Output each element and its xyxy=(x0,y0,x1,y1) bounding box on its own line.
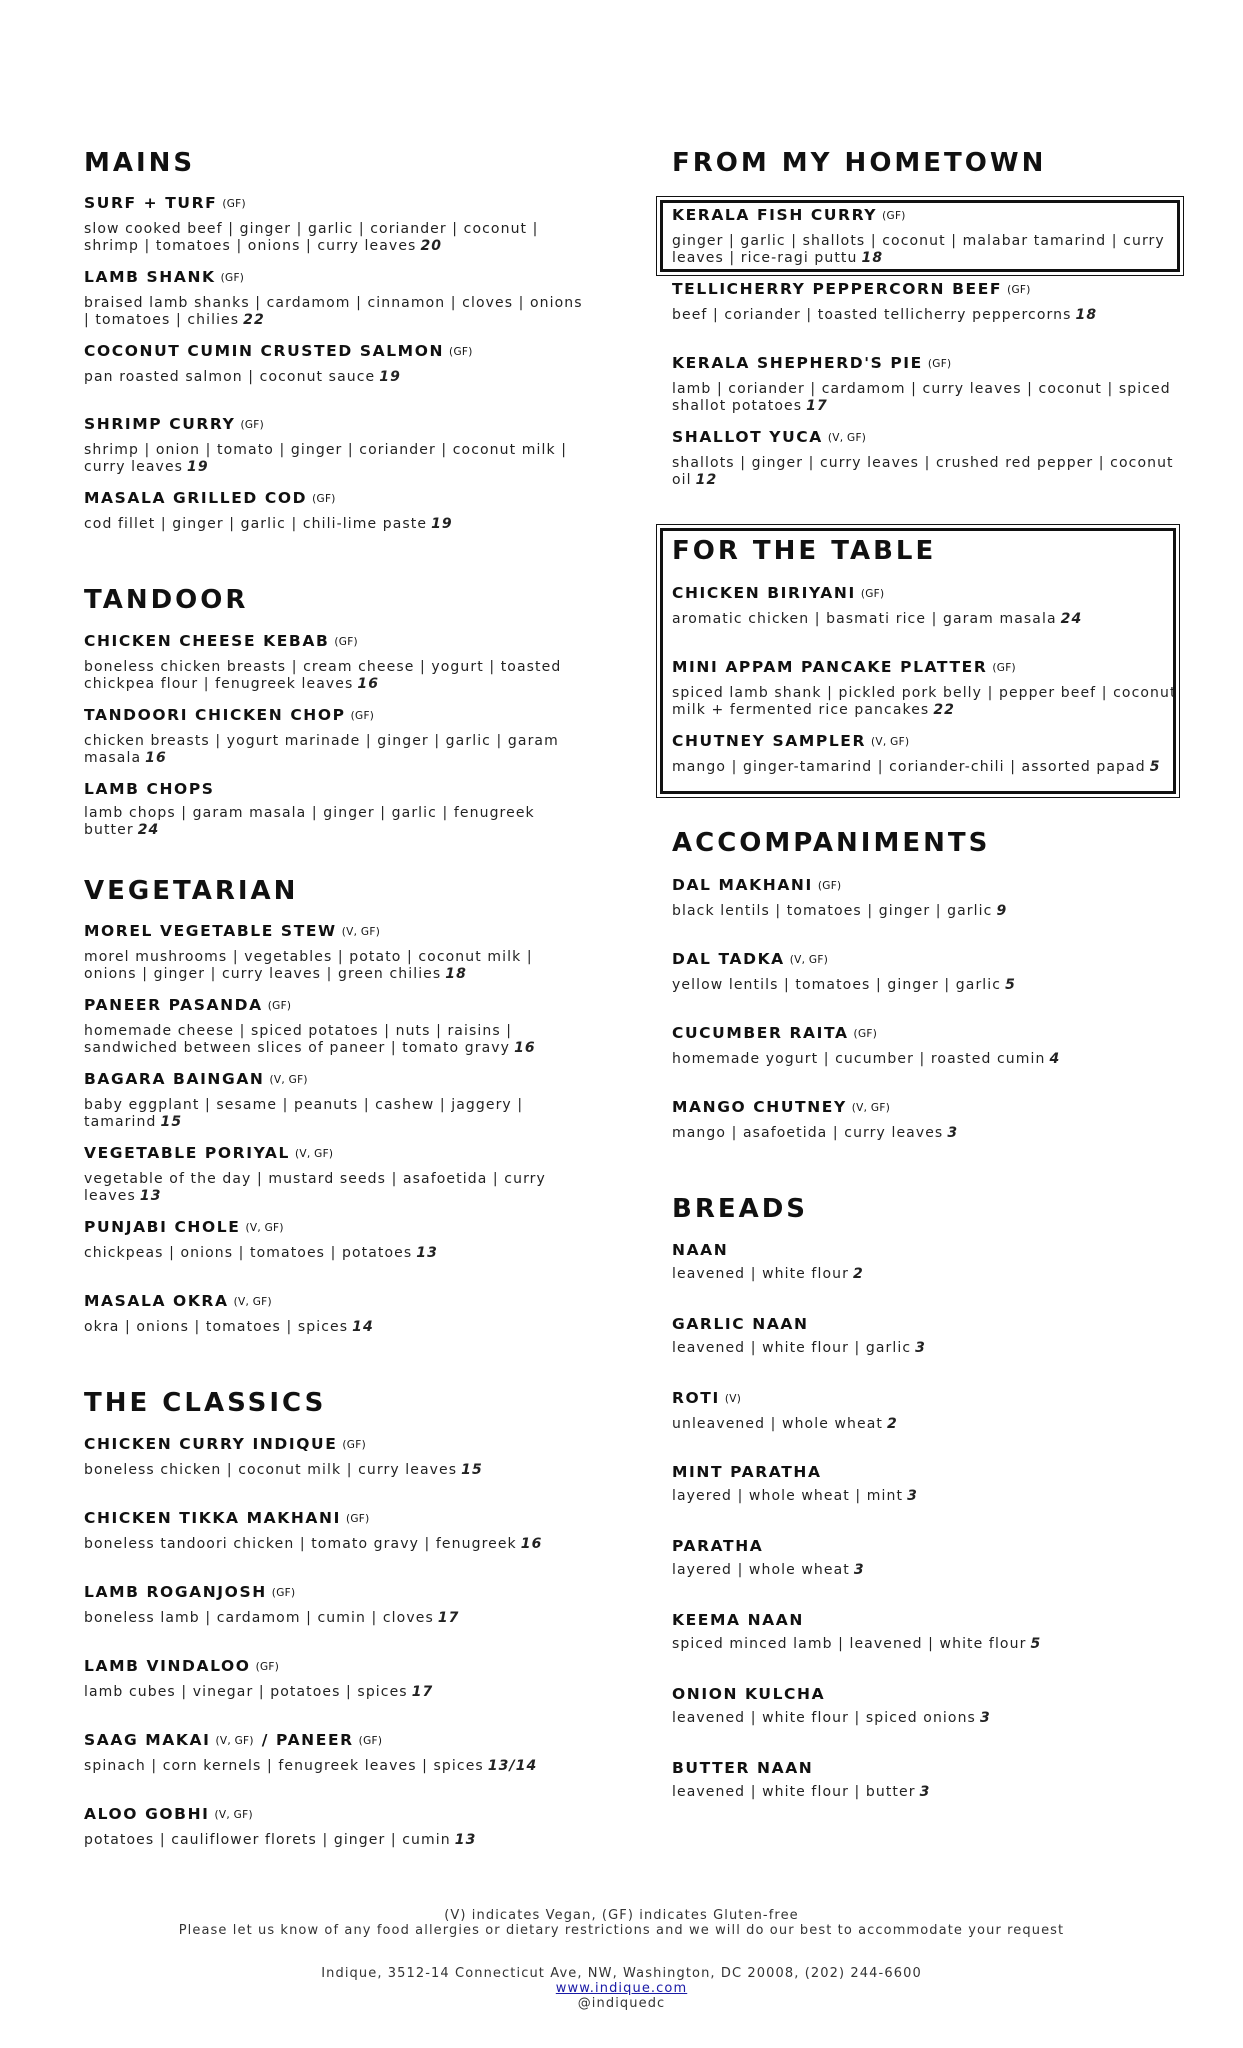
menu-item-description xyxy=(84,1536,584,1553)
menu-item-name xyxy=(672,1611,1177,1630)
dish-name: VEGETABLE PORIYAL xyxy=(84,1144,290,1162)
menu-item-description xyxy=(672,1125,1177,1142)
ingredients-text: chickpeas | onions | tomatoes | potatoes xyxy=(84,1245,413,1261)
menu-item-description xyxy=(672,1710,1177,1727)
menu-item-name xyxy=(84,996,584,1017)
price: 12 xyxy=(695,472,718,488)
menu-item-shrimp-curry xyxy=(84,415,584,476)
dietary-tag: (GF) xyxy=(240,419,265,431)
dish-name: MINT PARATHA xyxy=(672,1463,822,1481)
dietary-tag: (GF) xyxy=(992,662,1016,674)
menu-item-tellicherry-peppercorn-beef xyxy=(672,280,1177,324)
ingredients-text: chicken breasts | yogurt marinade | ginger | garlic | garam masala xyxy=(84,733,559,766)
price: 9 xyxy=(996,903,1008,919)
dish-name-alt: / PANEER xyxy=(261,1731,354,1749)
menu-item-name xyxy=(672,428,1177,449)
menu-item-name xyxy=(84,415,584,436)
dietary-tag: (V, GF) xyxy=(269,1074,308,1086)
dish-name: LAMB VINDALOO xyxy=(84,1657,251,1675)
menu-item-description xyxy=(84,659,584,693)
dish-name: BAGARA BAINGAN xyxy=(84,1070,265,1088)
dish-name: SHALLOT YUCA xyxy=(672,428,823,446)
dish-name: MINI APPAM PANCAKE PLATTER xyxy=(672,658,988,676)
section-tandoor-title: TANDOOR xyxy=(84,585,249,615)
ingredients-text: pan roasted salmon | coconut sauce xyxy=(84,369,376,385)
dietary-tag: (GF) xyxy=(220,272,245,284)
menu-item-description xyxy=(84,516,584,533)
price: 15 xyxy=(160,1114,183,1130)
ingredients-text: leavened | white flour xyxy=(672,1266,849,1282)
menu-item-name xyxy=(672,1537,1177,1556)
ingredients-text: potatoes | cauliflower florets | ginger | cumin xyxy=(84,1832,451,1848)
section-accompaniments-title: ACCOMPANIMENTS xyxy=(672,828,991,858)
menu-item-description xyxy=(84,1684,584,1701)
dietary-tag: (GF) xyxy=(1007,284,1031,296)
price: 19 xyxy=(379,369,401,385)
menu-item-name xyxy=(672,280,1177,301)
menu-item-name xyxy=(84,1657,584,1678)
menu-item-description xyxy=(672,1340,1177,1357)
dietary-tag: (GF) xyxy=(358,1735,383,1747)
dish-name: CHICKEN TIKKA MAKHANI xyxy=(84,1509,341,1527)
dietary-tag: (V, GF) xyxy=(214,1809,253,1821)
price: 3 xyxy=(915,1340,927,1356)
menu-item-description xyxy=(84,1832,584,1849)
menu-item-name xyxy=(672,1024,1177,1045)
ingredients-text: layered | whole wheat | mint xyxy=(672,1488,904,1504)
dish-name: NAAN xyxy=(672,1241,729,1259)
menu-item-description xyxy=(84,733,584,767)
dietary-tag: (V, GF) xyxy=(341,926,381,938)
dish-name: PUNJABI CHOLE xyxy=(84,1218,241,1236)
ingredients-text: slow cooked beef | ginger | garlic | coriander | coconut | shrimp | tomatoes | onions | curry leaves xyxy=(84,221,539,254)
ingredients-text: morel mushrooms | vegetables | potato | coconut milk | onions | ginger | curry leaves | green chilies xyxy=(84,949,533,982)
price: 19 xyxy=(187,459,209,475)
price: 16 xyxy=(514,1040,536,1056)
menu-item-description xyxy=(672,1416,1177,1433)
ingredients-text: beef | coriander | toasted tellicherry peppercorns xyxy=(672,307,1072,323)
menu-item-morel-vegetable-stew xyxy=(84,922,584,983)
section-vegetarian-title: VEGETARIAN xyxy=(84,876,299,906)
ingredients-text: boneless lamb | cardamom | cumin | cloves xyxy=(84,1610,434,1626)
hometown-highlight-box xyxy=(660,200,1180,272)
dietary-tag: (GF) xyxy=(312,493,336,505)
ingredients-text: okra | onions | tomatoes | spices xyxy=(84,1319,349,1335)
menu-item-name xyxy=(672,1098,1177,1119)
dish-name: LAMB CHOPS xyxy=(84,780,215,798)
price: 14 xyxy=(352,1319,374,1335)
ingredients-text: boneless chicken breasts | cream cheese | yogurt | toasted chickpea flour | fenugreek leaves xyxy=(84,659,562,692)
menu-item-paneer-pasanda xyxy=(84,996,584,1057)
menu-item-coconut-cumin-crusted-salmon xyxy=(84,342,584,386)
price: 20 xyxy=(420,238,443,254)
price: 17 xyxy=(411,1684,434,1700)
ingredients-text: mango | ginger-tamarind | coriander-chili | assorted papad xyxy=(672,759,1146,775)
ingredients-text: baby eggplant | sesame | peanuts | cashew | jaggery | tamarind xyxy=(84,1097,524,1130)
menu-item-description xyxy=(672,1784,1177,1801)
price: 2 xyxy=(886,1416,898,1432)
price: 5 xyxy=(1030,1636,1042,1652)
dish-name: LAMB SHANK xyxy=(84,268,216,286)
price: 15 xyxy=(461,1462,483,1478)
menu-item-description xyxy=(84,295,584,329)
dish-name: KERALA FISH CURRY xyxy=(672,206,878,224)
ingredients-text: vegetable of the day | mustard seeds | asafoetida | curry leaves xyxy=(84,1171,546,1204)
dietary-tag: (V, GF) xyxy=(789,954,829,966)
menu-item-name xyxy=(84,1731,584,1752)
menu-item-description xyxy=(84,949,584,983)
menu-item-name xyxy=(84,489,584,510)
footer-allergy-note: Please let us know of any food allergies or dietary restrictions and we will do our best to accommodate your request xyxy=(178,1923,1065,1938)
menu-item-name xyxy=(672,1685,1177,1704)
menu-item-name xyxy=(84,194,584,215)
dish-name: CHICKEN BIRIYANI xyxy=(672,584,856,602)
menu-item-bagara-baingan xyxy=(84,1070,584,1131)
menu-item-naan xyxy=(672,1241,1177,1283)
dish-name: CUCUMBER RAITA xyxy=(672,1024,849,1042)
price: 5 xyxy=(1005,977,1016,993)
menu-item-vegetable-poriyal xyxy=(84,1144,584,1205)
dish-name: LAMB ROGANJOSH xyxy=(84,1583,267,1601)
dish-name: SHRIMP CURRY xyxy=(84,415,236,433)
dish-name: PARATHA xyxy=(672,1537,764,1555)
price: 3 xyxy=(907,1488,918,1504)
dietary-tag: (V, GF) xyxy=(233,1296,272,1308)
dish-name: MASALA OKRA xyxy=(84,1292,229,1310)
ingredients-text: shrimp | onion | tomato | ginger | coriander | coconut milk | curry leaves xyxy=(84,442,568,475)
price: 13 xyxy=(139,1188,162,1204)
menu-item-description xyxy=(84,1023,584,1057)
dish-name: MOREL VEGETABLE STEW xyxy=(84,922,337,940)
dish-name: BUTTER NAAN xyxy=(672,1759,814,1777)
ingredients-text: spiced lamb shank | pickled pork belly | pepper beef | coconut milk + fermented rice pancakes xyxy=(672,685,1177,718)
dietary-tag: (GF) xyxy=(345,1513,370,1525)
dish-name: ALOO GOBHI xyxy=(84,1805,210,1823)
menu-item-description xyxy=(84,1097,584,1131)
ingredients-text: mango | asafoetida | curry leaves xyxy=(672,1125,944,1141)
ingredients-text: black lentils | tomatoes | ginger | garlic xyxy=(672,903,993,919)
menu-item-description xyxy=(84,369,584,386)
price: 5 xyxy=(1149,759,1161,775)
dish-name: PANEER PASANDA xyxy=(84,996,263,1014)
price: 13 xyxy=(416,1245,438,1261)
menu-item-mint-paratha xyxy=(672,1463,1177,1505)
dietary-tag: (GF) xyxy=(449,346,473,358)
section-breads-title: BREADS xyxy=(672,1194,809,1224)
price: 18 xyxy=(1075,307,1098,323)
menu-item-chicken-cheese-kebab xyxy=(84,632,584,693)
price: 17 xyxy=(806,398,828,414)
menu-item-keema-naan xyxy=(672,1611,1177,1653)
ingredients-text: ginger | garlic | shallots | coconut | malabar tamarind | curry leaves | rice-ragi puttu xyxy=(672,233,1165,266)
dietary-tag: (GF) xyxy=(271,1587,296,1599)
menu-item-name xyxy=(84,706,584,727)
dish-name: GARLIC NAAN xyxy=(672,1315,809,1333)
menu-item-description xyxy=(672,1488,1177,1505)
price: 3 xyxy=(979,1710,991,1726)
menu-item-chicken-tikka-makhani xyxy=(84,1509,584,1553)
menu-item-description xyxy=(672,903,1177,920)
menu-item-description xyxy=(84,1319,584,1336)
ingredients-text: lamb cubes | vinegar | potatoes | spices xyxy=(84,1684,408,1700)
dish-name: SURF + TURF xyxy=(84,194,218,212)
price: 2 xyxy=(852,1266,864,1282)
menu-item-description xyxy=(84,1462,584,1479)
dish-name: ROTI xyxy=(672,1389,720,1407)
menu-item-description xyxy=(84,805,584,839)
dietary-tag: (GF) xyxy=(860,588,885,600)
section-the-classics-title: THE CLASSICS xyxy=(84,1388,327,1418)
menu-item-description xyxy=(672,1636,1177,1653)
menu-item-kerala-shepherd-s-pie xyxy=(672,354,1177,415)
price: 17 xyxy=(437,1610,460,1626)
dietary-tag: (V, GF) xyxy=(295,1148,334,1160)
dish-name: CHUTNEY SAMPLER xyxy=(672,732,867,750)
dietary-tag: (GF) xyxy=(853,1028,878,1040)
menu-item-name xyxy=(84,342,584,363)
menu-item-description xyxy=(672,977,1177,994)
menu-item-aloo-gobhi xyxy=(84,1805,584,1849)
dietary-tag: (V, GF) xyxy=(871,736,910,748)
menu-item-name xyxy=(672,1315,1177,1334)
menu-item-name xyxy=(84,1509,584,1530)
ingredients-text: unleavened | whole wheat xyxy=(672,1416,883,1432)
menu-item-masala-grilled-cod xyxy=(84,489,584,533)
menu-item-surf-turf xyxy=(84,194,584,255)
dish-name: SAAG MAKAI xyxy=(84,1731,211,1749)
ingredients-text: boneless chicken | coconut milk | curry leaves xyxy=(84,1462,458,1478)
menu-item-dal-tadka xyxy=(672,950,1177,994)
dietary-tag: (GF) xyxy=(927,358,952,370)
footer-social-handle: @indiquedc xyxy=(577,1996,666,2011)
menu-item-name xyxy=(672,1463,1177,1482)
dietary-tag: (V, GF) xyxy=(215,1735,254,1747)
dietary-tag: (GF) xyxy=(267,1000,292,1012)
menu-item-name xyxy=(84,1292,584,1313)
menu-item-name xyxy=(84,780,584,799)
price: 22 xyxy=(243,312,265,328)
menu-item-description xyxy=(84,1171,584,1205)
dish-name: COCONUT CUMIN CRUSTED SALMON xyxy=(84,342,445,360)
dish-name: MANGO CHUTNEY xyxy=(672,1098,847,1116)
for-the-table-box xyxy=(660,528,1176,794)
menu-item-name xyxy=(84,1805,584,1826)
menu-item-name xyxy=(672,876,1177,897)
dietary-tag: (GF) xyxy=(334,636,358,648)
price: 22 xyxy=(933,702,955,718)
menu-item-punjabi-chole xyxy=(84,1218,584,1262)
menu-item-paratha xyxy=(672,1537,1177,1579)
ingredients-text: lamb chops | garam masala | ginger | garlic | fenugreek butter xyxy=(84,805,535,838)
dietary-tag: (V, GF) xyxy=(245,1222,284,1234)
price: 13 xyxy=(454,1832,477,1848)
menu-item-description xyxy=(84,1245,584,1262)
dish-name: TANDOORI CHICKEN CHOP xyxy=(84,706,346,724)
ingredients-text: leavened | white flour | butter xyxy=(672,1784,916,1800)
ingredients-text: braised lamb shanks | cardamom | cinnamon | cloves | onions | tomatoes | chilies xyxy=(84,295,583,328)
price: 18 xyxy=(445,966,467,982)
menu-item-garlic-naan xyxy=(672,1315,1177,1357)
dish-name: KERALA SHEPHERD'S PIE xyxy=(672,354,923,372)
menu-item-description xyxy=(672,381,1177,415)
menu-item-description xyxy=(672,307,1177,324)
price: 24 xyxy=(1060,611,1083,627)
menu-item-name xyxy=(84,922,584,943)
ingredients-text: leavened | white flour | spiced onions xyxy=(672,1710,976,1726)
ingredients-text: boneless tandoori chicken | tomato gravy | fenugreek xyxy=(84,1536,517,1552)
section-from-my-hometown-title: FROM MY HOMETOWN xyxy=(672,148,1047,178)
dietary-tag: (GF) xyxy=(222,198,246,210)
menu-item-description xyxy=(672,1266,1177,1283)
menu-item-name xyxy=(672,1389,1177,1410)
menu-item-description xyxy=(84,1610,584,1627)
menu-item-name xyxy=(84,1144,584,1165)
section-for-the-table-title: FOR THE TABLE xyxy=(672,536,937,566)
ingredients-text: aromatic chicken | basmati rice | garam masala xyxy=(672,611,1057,627)
menu-item-description xyxy=(84,1758,584,1775)
menu-item-chicken-curry-indique xyxy=(84,1435,584,1479)
dietary-tag: (V) xyxy=(724,1393,742,1405)
dish-name: KEEMA NAAN xyxy=(672,1611,804,1629)
dish-name: TELLICHERRY PEPPERCORN BEEF xyxy=(672,280,1003,298)
menu-item-name xyxy=(84,1583,584,1604)
dish-name: DAL TADKA xyxy=(672,950,785,968)
price: 3 xyxy=(947,1125,959,1141)
dish-name: DAL MAKHANI xyxy=(672,876,813,894)
dish-name: MASALA GRILLED COD xyxy=(84,489,308,507)
menu-item-description xyxy=(672,455,1177,489)
ingredients-text: leavened | white flour | garlic xyxy=(672,1340,912,1356)
dietary-tag: (GF) xyxy=(342,1439,366,1451)
price: 13/14 xyxy=(487,1758,538,1774)
menu-item-name xyxy=(84,632,584,653)
menu-item-roti xyxy=(672,1389,1177,1433)
menu-item-lamb-vindaloo xyxy=(84,1657,584,1701)
menu-item-cucumber-raita xyxy=(672,1024,1177,1068)
ingredients-text: shallots | ginger | curry leaves | crushed red pepper | coconut oil xyxy=(672,455,1174,488)
menu-item-shallot-yuca xyxy=(672,428,1177,489)
menu-item-lamb-shank xyxy=(84,268,584,329)
menu-item-saag-makai-paneer xyxy=(84,1731,584,1775)
ingredients-text: cod fillet | ginger | garlic | chili-lime paste xyxy=(84,516,428,532)
menu-item-name xyxy=(84,268,584,289)
ingredients-text: layered | whole wheat xyxy=(672,1562,850,1578)
menu-item-masala-okra xyxy=(84,1292,584,1336)
price: 19 xyxy=(431,516,453,532)
menu-item-name xyxy=(84,1218,584,1239)
price: 3 xyxy=(853,1562,865,1578)
menu-item-description xyxy=(672,1562,1177,1579)
dish-name: ONION KULCHA xyxy=(672,1685,826,1703)
dietary-tag: (GF) xyxy=(350,710,375,722)
menu-item-lamb-roganjosh xyxy=(84,1583,584,1627)
ingredients-text: lamb | coriander | cardamom | curry leaves | coconut | spiced shallot potatoes xyxy=(672,381,1171,414)
menu-item-onion-kulcha xyxy=(672,1685,1177,1727)
menu-item-dal-makhani xyxy=(672,876,1177,920)
footer-legend: (V) indicates Vegan, (GF) indicates Gluten-free xyxy=(444,1908,799,1923)
menu-item-name xyxy=(84,1070,584,1091)
dietary-tag: (GF) xyxy=(817,880,842,892)
dish-name: CHICKEN CHEESE KEBAB xyxy=(84,632,330,650)
menu-item-name xyxy=(672,1241,1177,1260)
price: 16 xyxy=(520,1536,543,1552)
menu-item-tandoori-chicken-chop xyxy=(84,706,584,767)
menu-item-name xyxy=(672,950,1177,971)
price: 24 xyxy=(137,822,160,838)
menu-item-mango-chutney xyxy=(672,1098,1177,1142)
menu-item-description xyxy=(84,442,584,476)
ingredients-text: homemade cheese | spiced potatoes | nuts | raisins | sandwiched between slices of paneer | tomato gravy xyxy=(84,1023,513,1056)
menu-item-description xyxy=(672,1051,1177,1068)
ingredients-text: yellow lentils | tomatoes | ginger | garlic xyxy=(672,977,1002,993)
section-mains-title: MAINS xyxy=(84,148,196,178)
price: 3 xyxy=(919,1784,931,1800)
ingredients-text: spiced minced lamb | leavened | white flour xyxy=(672,1636,1027,1652)
dietary-tag: (V, GF) xyxy=(851,1102,891,1114)
dietary-tag: (V, GF) xyxy=(827,432,867,444)
footer-address: Indique, 3512-14 Connecticut Ave, NW, Washington, DC 20008, (202) 244-6600 xyxy=(321,1966,922,1981)
menu-item-name xyxy=(672,354,1177,375)
price: 4 xyxy=(1049,1051,1061,1067)
price: 16 xyxy=(357,676,380,692)
price: 16 xyxy=(145,750,167,766)
menu-item-description xyxy=(84,221,584,255)
dietary-tag: (GF) xyxy=(255,1661,280,1673)
menu-item-name xyxy=(672,1759,1177,1778)
price: 18 xyxy=(861,250,884,266)
footer xyxy=(0,1908,1243,2011)
ingredients-text: spinach | corn kernels | fenugreek leaves | spices xyxy=(84,1758,484,1774)
dish-name: CHICKEN CURRY INDIQUE xyxy=(84,1435,338,1453)
footer-website-link[interactable]: www.indique.com xyxy=(555,1981,688,1996)
ingredients-text: homemade yogurt | cucumber | roasted cumin xyxy=(672,1051,1046,1067)
dietary-tag: (GF) xyxy=(882,210,906,222)
menu-item-name xyxy=(84,1435,584,1456)
menu-item-lamb-chops xyxy=(84,780,584,839)
menu-item-butter-naan xyxy=(672,1759,1177,1801)
